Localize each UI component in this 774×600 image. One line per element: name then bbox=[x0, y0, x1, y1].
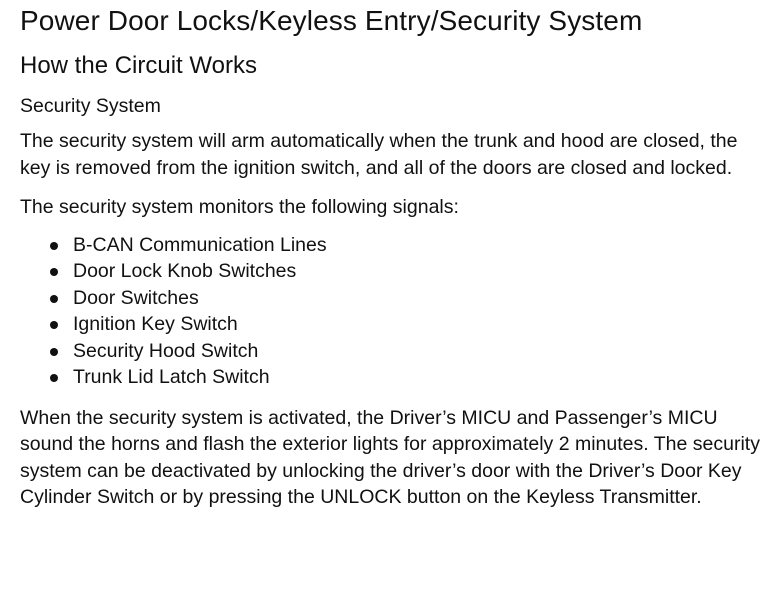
bullet-icon bbox=[50, 321, 58, 329]
list-item bbox=[20, 258, 774, 285]
list-item-label: Security Hood Switch bbox=[73, 339, 259, 362]
bullet-icon bbox=[50, 242, 58, 250]
list-item bbox=[20, 364, 774, 391]
activation-paragraph: When the security system is activated, the Driver’s MICU and Passenger’s MICU sound the horns and flash the exterior lights for approximately 2 minutes. The security system can be deactivated by unlocking the driver’s door with the Driver’s Door Key Cylinder Switch or by pressing the UNLOCK button on the Keyless Transmitter. bbox=[20, 406, 760, 508]
list-item-label: Ignition Key Switch bbox=[73, 313, 238, 335]
signals-list bbox=[20, 232, 774, 391]
section-heading: How the Circuit Works bbox=[20, 52, 257, 79]
bullet-icon bbox=[50, 268, 58, 276]
page-title: Power Door Locks/Keyless Entry/Security System bbox=[20, 5, 643, 36]
list-item bbox=[20, 232, 774, 259]
list-item bbox=[20, 338, 774, 365]
list-item-label: Door Lock Knob Switches bbox=[73, 260, 297, 282]
arming-paragraph: The security system will arm automatically when the trunk and hood are closed, the key is removed from the ignition switch, and all of the doors are closed and locked. bbox=[20, 130, 738, 179]
list-item-label: Trunk Lid Latch Switch bbox=[73, 366, 270, 388]
list-item-label: Door Switches bbox=[73, 286, 199, 309]
list-item-label: B-CAN Communication Lines bbox=[73, 233, 327, 256]
list-item bbox=[20, 311, 774, 338]
bullet-icon bbox=[50, 348, 58, 356]
bullet-icon bbox=[50, 374, 58, 382]
bullet-icon bbox=[50, 295, 58, 303]
monitoring-intro-paragraph: The security system monitors the following signals: bbox=[20, 196, 459, 218]
list-item bbox=[20, 285, 774, 312]
subsection-heading: Security System bbox=[20, 95, 161, 117]
